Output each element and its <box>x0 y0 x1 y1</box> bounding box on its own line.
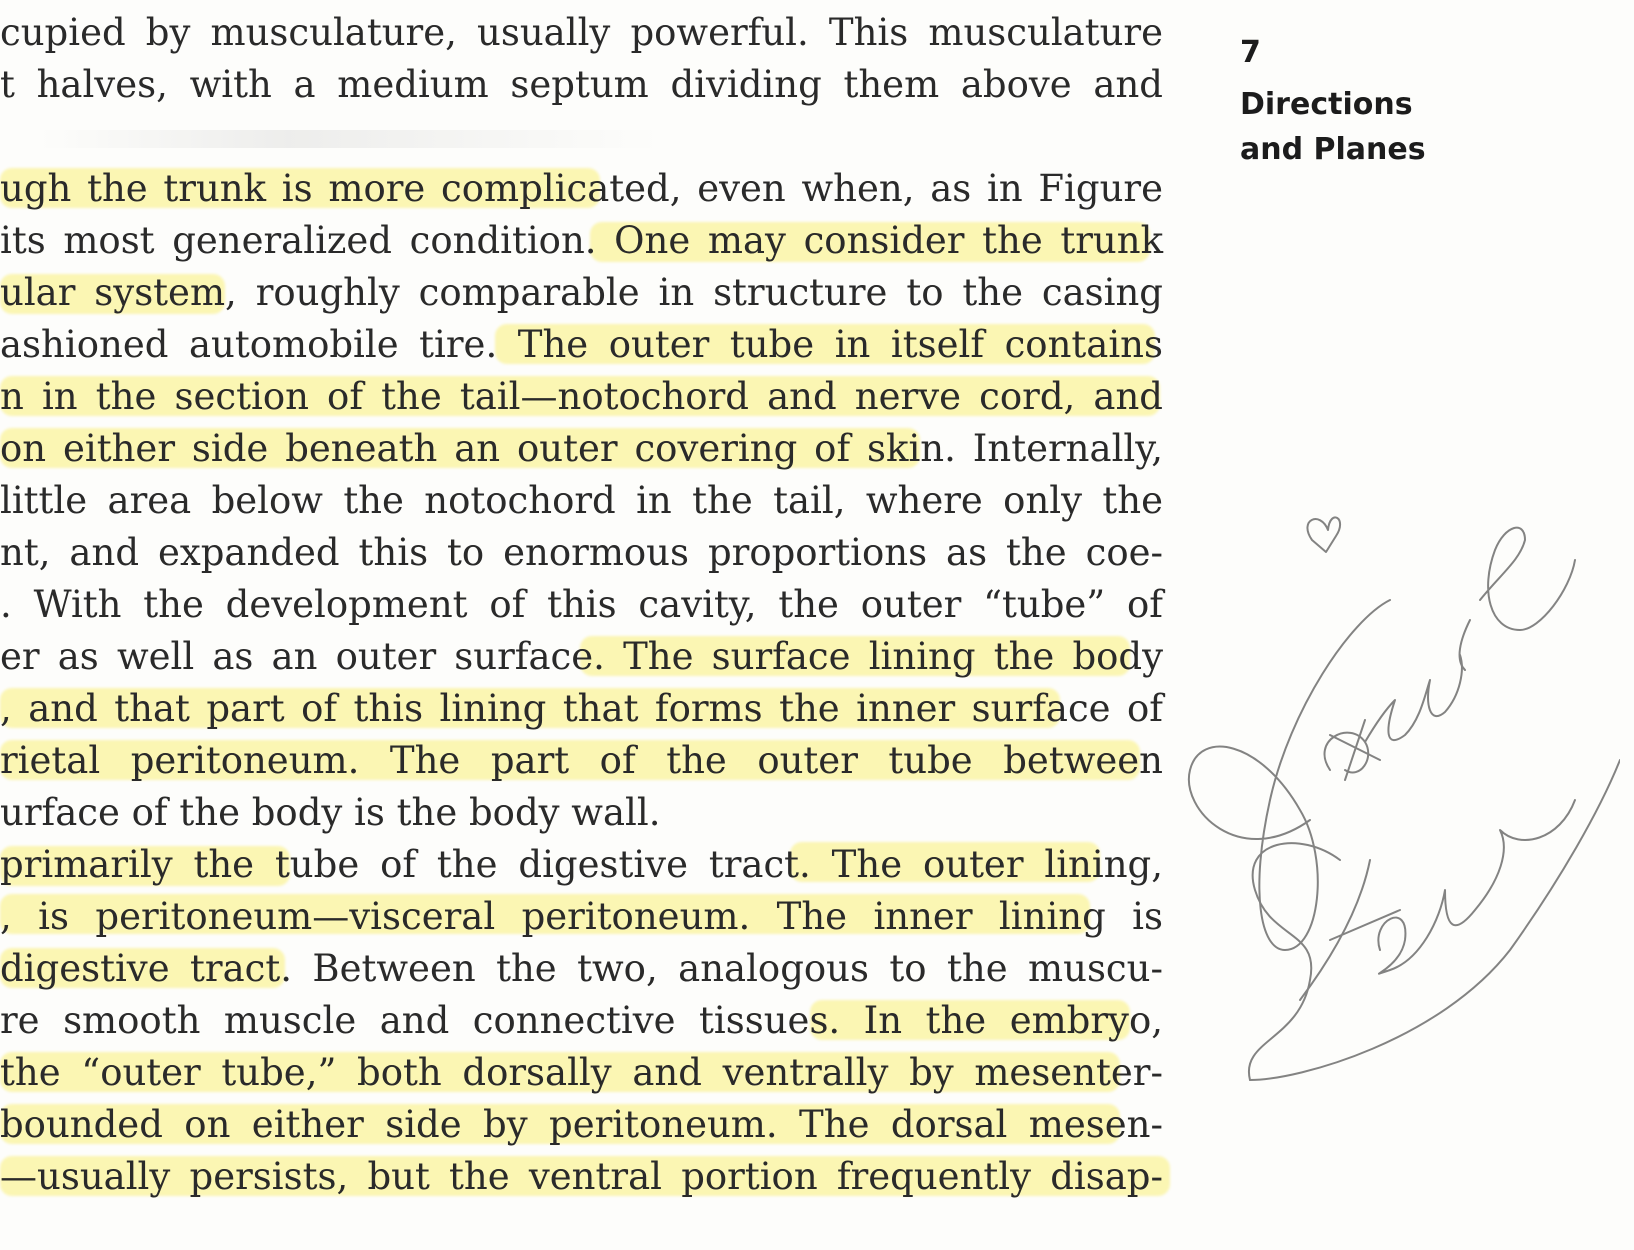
text-line: t halves, with a medium septum dividing them above and <box>0 63 1163 106</box>
text-line: —usually persists, but the ventral portion frequently disap- <box>0 1155 1163 1198</box>
text-line: rietal peritoneum. The part of the outer tube between <box>0 739 1163 782</box>
text-line: n in the section of the tail—notochord and nerve cord, and <box>0 375 1163 418</box>
text-line: urface of the body is the body wall. <box>0 791 661 834</box>
text-line: cupied by musculature, usually powerful. This musculature <box>0 11 1163 54</box>
text-line: bounded on either side by peritoneum. The dorsal mesen- <box>0 1103 1163 1146</box>
text-line: its most generalized condition. One may consider the trunk <box>0 219 1163 262</box>
text-line: ugh the trunk is more complicated, even when, as in Figure <box>0 167 1163 210</box>
heart-icon <box>1307 517 1340 552</box>
text-line: little area below the notochord in the tail, where only the <box>0 479 1163 522</box>
handwritten-signature <box>1180 480 1620 1180</box>
text-line: re smooth muscle and connective tissues. In the embryo, <box>0 999 1163 1042</box>
text-line: ular system, roughly comparable in structure to the casing <box>0 271 1163 314</box>
text-line: digestive tract. Between the two, analogous to the muscu- <box>0 947 1163 990</box>
chapter-title-line: and Planes <box>1240 132 1426 167</box>
text-line: , and that part of this lining that forms the inner surface of <box>0 687 1163 730</box>
text-line: primarily the tube of the digestive tract. The outer lining, <box>0 843 1163 886</box>
chapter-title <box>1240 82 1426 172</box>
chapter-number: 7 <box>1240 35 1261 70</box>
chapter-sidebar <box>1240 30 1426 172</box>
text-line: . With the development of this cavity, the outer “tube” of <box>0 583 1163 626</box>
text-line: er as well as an outer surface. The surface lining the body <box>0 635 1163 678</box>
chapter-title-line: Directions <box>1240 87 1413 122</box>
text-line: ashioned automobile tire. The outer tube in itself contains <box>0 323 1163 366</box>
text-line: , is peritoneum—visceral peritoneum. The inner lining is <box>0 895 1163 938</box>
text-line: the “outer tube,” both dorsally and ventrally by mesenter- <box>0 1051 1163 1094</box>
text-line: on either side beneath an outer covering of skin. Internally, <box>0 427 1163 470</box>
text-line: nt, and expanded this to enormous proportions as the coe- <box>0 531 1163 574</box>
